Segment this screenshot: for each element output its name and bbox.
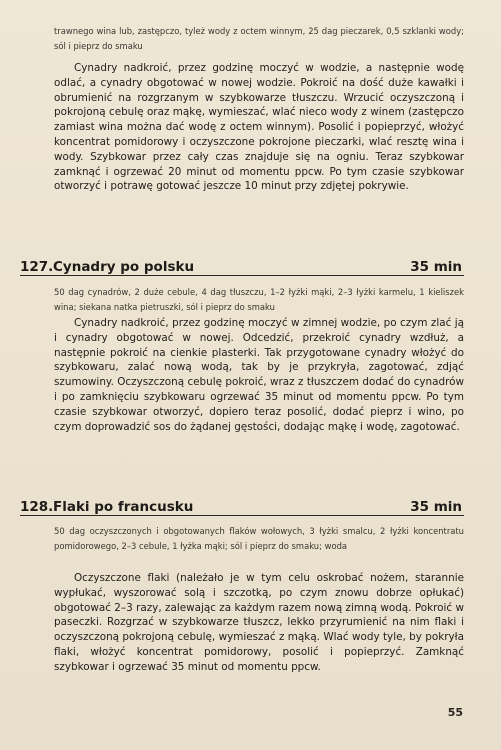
top-recipe-body: Cynadry nadkroić, przez godzinę moczyć w wodzie, a następnie wodę odlać, a cynadry obgotować w nowej wodzie. Pokroić na dość duże kawałki i obrumienić na rozgrzanym w szybkowarze tłuszczu. Wrzucić oczyszczoną i pokrojoną cebulę oraz mąkę, wymieszać, wlać nieco wody z winem (zastępczo zamiast wina można dać wodę z octem winnym). Posolić i popieprzyć, włożyć koncentrat pomidorowy i oczyszczone pokrojone pieczarki, wlać resztę wina i wody. Szybkowar przez cały czas znajduje się na ogniu. Teraz szybkowar zamknąć i ogrzewać 20 minut od momentu ppcw. Po tym czasie szybkowar otworzyć i potrawę gotować jeszcze 10 minut przy zdjętej pokrywie. [54,62,464,193]
recipe-128-body: Oczyszczone flaki (należało je w tym celu oskrobać nożem, starannie wypłukać, wyszorować solą i szczotką, po czym znowu dobrze opłukać) obgotować 2–3 razy, zalewając za każdym razem nową zimną wodą. Pokroić w paseczki. Rozgrzać w szybkowarze tłuszcz, lekko przyrumienić na nim flaki i oczyszczoną pokrojoną cebulę, wymieszać z mąką. Wlać wody tyle, by pokryła flaki, włożyć koncentrat pomidorowy, posolić i popieprzyć. Zamknąć szybkowar i ogrzewać 35 minut od momentu ppcw. [54,572,464,673]
recipe-time: 35 min [410,259,462,275]
recipe-128-ingredients: 50 dag oczyszczonych i obgotowanych flaków wołowych, 3 łyżki smalcu, 2 łyżki koncentratu pomidorowego, 2–3 cebule, 1 łyżka mąki; sól i pieprz do smaku; woda [54,526,464,551]
top-ingredients: trawnego wina lub, zastępczo, tyleż wody z octem winnym, 25 dag pieczarek, 0,5 szklanki wody; sól i pieprz do smaku [54,26,464,51]
recipe-number: 127. [20,259,54,275]
recipe-127-body: Cynadry nadkroić, przez godzinę moczyć w zimnej wodzie, po czym zlać ją i cynadry obgotować w nowej. Odcedzić, przekroić cynadry wzdłuż, a następnie pokroić na cienkie plasterki. Tak przygotowane cynadry włożyć do szybkowaru, zalać nową wodą, tak by je przykryła, zagotować, zdjąć szumowiny. Oczyszczoną cebulę pokroić, wraz z tłuszczem dodać do cynadrów i po zamknięciu szybkowaru ogrzewać 35 minut od momentu ppcw. Po tym czasie szybkowar otworzyć, dopiero teraz posolić, dodać pieprz i wino, po czym doprowadzić sos do żądanej gęstości, dodając mąkę i wodę, zagotować. [54,317,464,433]
recipe-127-ingredients: 50 dag cynadrów, 2 duże cebule, 4 dag tłuszczu, 1–2 łyżki mąki, 2–3 łyżki karmelu, 1 kieliszek wina; siekana natka pietruszki, sól i pieprz do smaku [54,287,464,312]
recipe-title: Cynadry po polsku [53,259,195,275]
recipe-time: 35 min [410,499,462,515]
recipe-number: 128. [20,499,54,515]
page-number: 55 [447,706,463,719]
recipe-128-heading [20,499,464,516]
recipe-title: Flaki po francusku [53,499,194,515]
recipe-127-heading [20,259,464,276]
